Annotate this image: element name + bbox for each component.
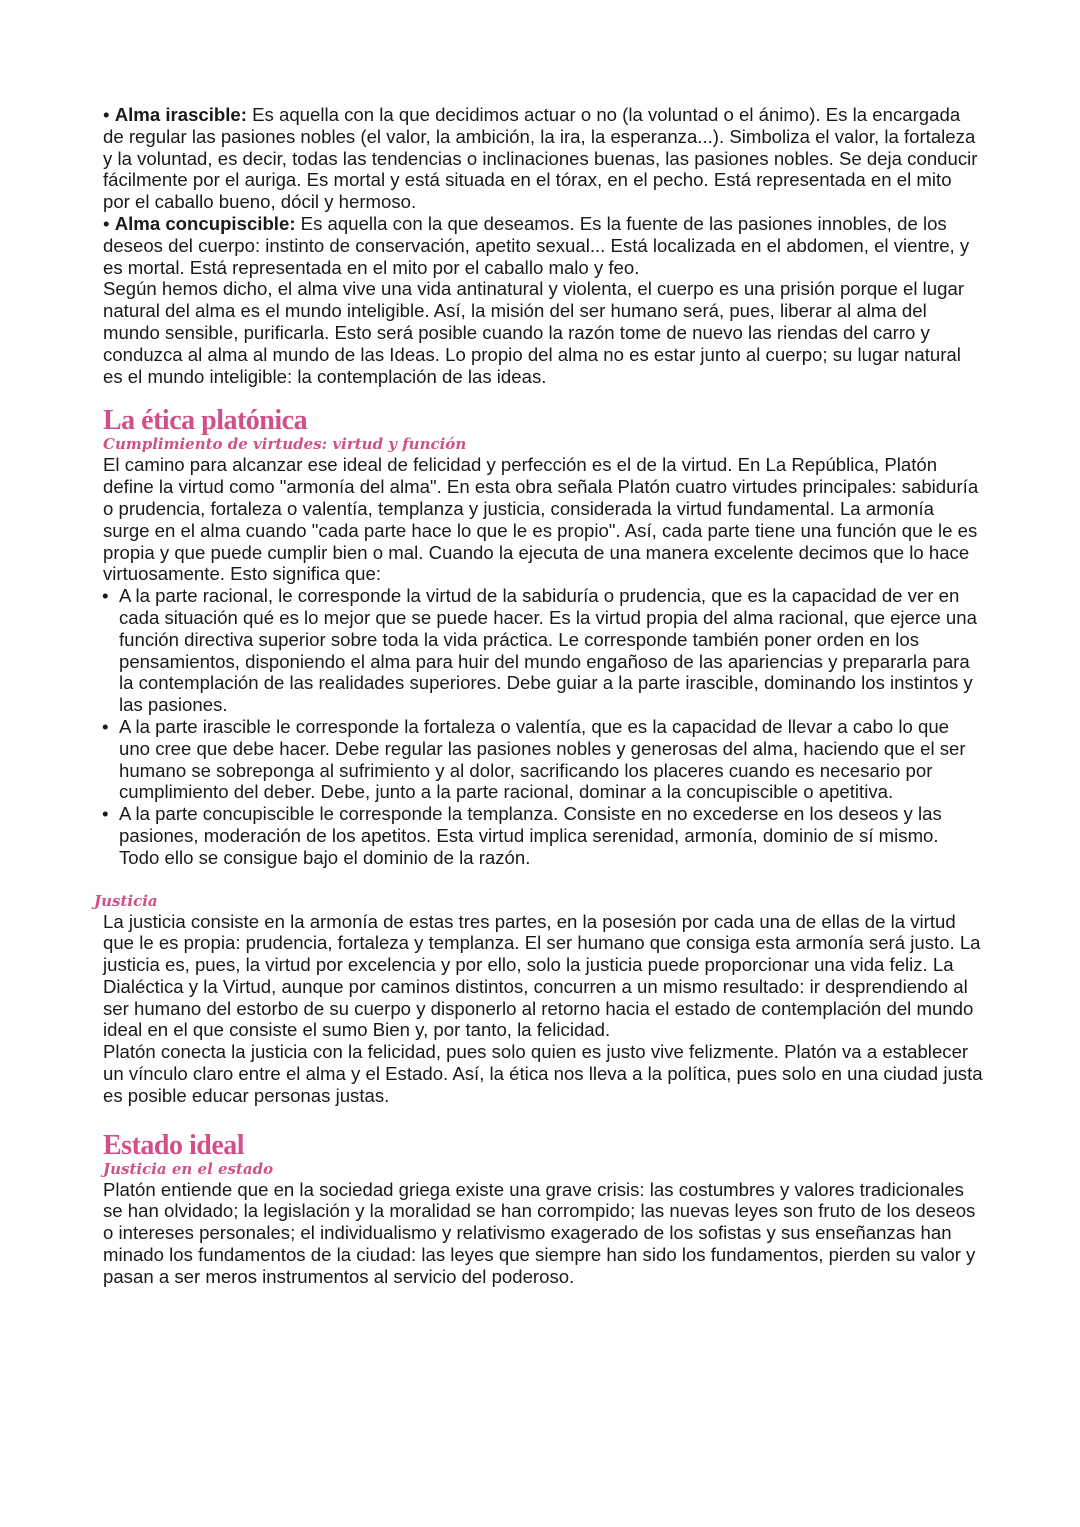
estado-subtitle: Justicia en el estado (103, 1159, 274, 1178)
concupiscible-paragraph: • Alma concupiscible: Es aquella con la que deseamos. Es la fuente de las pasiones innobles, de los deseos del cuerpo: instinto de conservación, apetito sexual... Está localizada en el abdomen, el vientre, y es mortal. Está representada en el mito por el caballo malo y feo. (103, 212, 970, 278)
irascible-paragraph: • Alma irascible: Es aquella con la que decidimos actuar o no (la voluntad o el ánimo). Es la encargada de regular las pasiones nobles (el valor, la ambición, la ira, la esperanza...). Simboliza el valor, la fortaleza y la voluntad, es decir, todas las tendencias o inclinaciones buenas, las pasiones nobles. Se deja conducir fácilmente por el auriga. Es mortal y está situada en el tórax, en el pecho. Está representada en el mito por el caballo bueno, dócil y hermoso. (103, 104, 978, 213)
justicia-subtitle: Justicia (94, 891, 158, 910)
intro-paragraph: Según hemos dicho, el alma vive una vida antinatural y violenta, el cuerpo es una prisión porque el lugar natural del alma es el mundo inteligible. Así, la misión del ser humano será, pues, liberar al alma del mundo sensible, purificarla. Esto será posible cuando la razón tome de nuevo las riendas del carro y conduzca al alma al mundo de las Ideas. Lo propio del alma no es estar junto al cuerpo; su lugar natural es el mundo inteligible: la contemplación de las ideas. (103, 278, 965, 387)
list-item: • A la parte racional, le corresponde la virtud de la sabiduría o prudencia, que es la capacidad de ver en cada situación qué es lo mejor que se puede hacer. Es la virtud propia del alma racional, que ejerce una función directiva superior sobre toda la vida práctica. Le corresponde también poner orden en los pensamientos, disponiendo el alma para huir del mundo engañoso de las apariencias y prepararla para la contemplación de las realidades superiores. Debe guiar a la parte irascible, dominando los instintos y las pasiones. (102, 585, 977, 716)
virtue-concupiscible-text: A la parte concupiscible le corresponde la templanza. Consiste en no excederse en los deseos y las pasiones, moderación de los apetitos. Esta virtud implica serenidad, armonía, dominio de sí mismo. Todo ello se consigue bajo el dominio de la razón. (119, 803, 942, 868)
estado-section (103, 1131, 983, 1288)
concupiscible-text: Es aquella con la que deseamos. Es la fuente de las pasiones innobles, de los deseos del cuerpo: instinto de conservación, apetito sexual... Está localizada en el abdomen, el vientre, y es mortal. Está representada en el mito por el caballo malo y feo. (103, 212, 970, 278)
estado-paragraph: Platón entiende que en la sociedad griega existe una grave crisis: las costumbres y valores tradicionales se han olvidado; la legislación y la moralidad se han corrompido; las nuevas leyes son fruto de los deseos o intereses personales; el individualismo y relativismo exagerado de los sofistas y sus enseñanzas han minado los fundamentos de la ciudad: las leyes que siempre han sido los fundamentos, pierden su valor y pasan a ser meros instrumentos al servicio del poderoso. (103, 1178, 976, 1287)
justicia-paragraph-1: La justicia consiste en la armonía de estas tres partes, en la posesión por cada una de ellas de la virtud que le es propia: prudencia, fortaleza y templanza. El ser humano que consiga esta armonía será justo. La justicia es, pues, la virtud por excelencia y por ello, solo la justicia puede proporcionar una vida feliz. La Dialéctica y la Virtud, aunque por caminos distintos, concurren a un mismo resultado: ir desprendiendo al ser humano del estorbo de su cuerpo y disponerlo al retorno hacia el estado de contemplación del mundo ideal en el que consiste el sumo Bien y, por tanto, la felicidad. (103, 910, 981, 1041)
list-item: • A la parte concupiscible le corresponde la templanza. Consiste en no excederse en los deseos y las pasiones, moderación de los apetitos. Esta virtud implica serenidad, armonía, dominio de sí mismo. Todo ello se consigue bajo el dominio de la razón. (102, 803, 942, 868)
virtues-list (103, 585, 983, 868)
justicia-section (94, 891, 983, 1107)
estado-title: Estado ideal (103, 1129, 245, 1161)
justicia-paragraph-2: Platón conecta la justicia con la felicidad, pues solo quien es justo vive felizmente. Platón va a establecer un vínculo claro entre el alma y el Estado. Así, la ética nos lleva a la política, pues solo en una ciudad justa es posible educar personas justas. (103, 1041, 983, 1106)
virtue-racional-text: A la parte racional, le corresponde la virtud de la sabiduría o prudencia, que es la capacidad de ver en cada situación qué es lo mejor que se puede hacer. Es la virtud propia del alma racional, que ejerce una función directiva superior sobre toda la vida práctica. Le corresponde también poner orden en los pensamientos, disponiendo el alma para huir del mundo engañoso de las apariencias y prepararla para la contemplación de las realidades superiores. Debe guiar a la parte irascible, dominando los instintos y las pasiones. (119, 585, 977, 716)
etica-title: La ética platónica (103, 405, 308, 437)
document-page (94, 104, 983, 1288)
etica-section (103, 406, 983, 868)
irascible-text: Es aquella con la que decidimos actuar o no (la voluntad o el ánimo). Es la encargada de regular las pasiones nobles (el valor, la ambición, la ira, la esperanza...). Simboliza el valor, la fortaleza y la voluntad, es decir, todas las tendencias o inclinaciones buenas, las pasiones nobles. Se deja conducir fácilmente por el auriga. Es mortal y está situada en el tórax, en el pecho. Está representada en el mito por el caballo bueno, dócil y hermoso. (103, 104, 978, 213)
irascible-label: Alma irascible: (114, 104, 247, 125)
concupiscible-label: Alma concupiscible: (114, 212, 296, 234)
etica-paragraph: El camino para alcanzar ese ideal de felicidad y perfección es el de la virtud. En La República, Platón define la virtud como "armonía del alma". En esta obra señala Platón cuatro virtudes principales: sabiduría o prudencia, fortaleza o valentía, templanza y justicia, considerada la virtud fundamental. La armonía surge en el alma cuando "cada parte hace lo que le es propio". Así, cada parte tiene una función que le es propia y que puede cumplir bien o mal. Cuando la ejecuta de una manera excelente decimos que lo hace virtuosamente. Esto significa que: (103, 454, 979, 585)
etica-subtitle: Cumplimiento de virtudes: virtud y función (103, 435, 467, 454)
list-item: • A la parte irascible le corresponde la fortaleza o valentía, que es la capacidad de llevar a cabo lo que uno cree que debe hacer. Debe regular las pasiones nobles y generosas del alma, haciendo que el ser humano se sobreponga al sufrimiento y al dolor, sacrificando los placeres cuando es necesario por cumplimiento del deber. Debe, junto a la parte racional, dominar a la concupiscible o apetitiva. (102, 715, 966, 803)
intro-section (103, 104, 983, 387)
virtue-irascible-text: A la parte irascible le corresponde la fortaleza o valentía, que es la capacidad de llevar a cabo lo que uno cree que debe hacer. Debe regular las pasiones nobles y generosas del alma, haciendo que el ser humano se sobreponga al sufrimiento y al dolor, sacrificando los placeres cuando es necesario por cumplimiento del deber. Debe, junto a la parte racional, dominar a la concupiscible o apetitiva. (119, 715, 966, 803)
